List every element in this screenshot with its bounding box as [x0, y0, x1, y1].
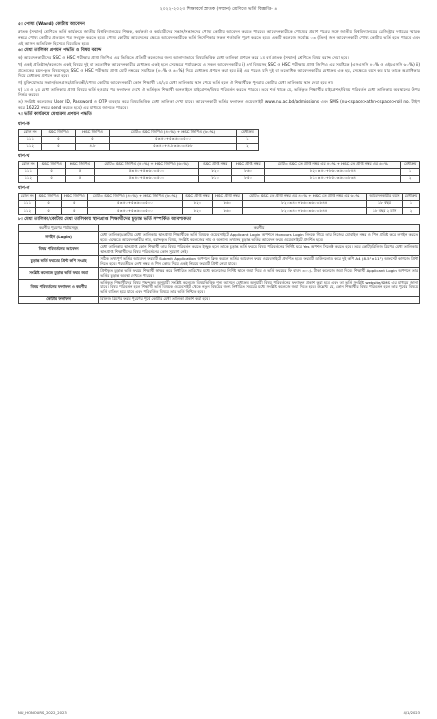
table-cell: ৫×৪০+৫×৬০=৫০০: [87, 207, 182, 214]
table-cell: ২: [236, 143, 258, 150]
table-cell: ৫: [38, 175, 66, 182]
table-cell: ৮৬০: [212, 200, 242, 207]
column-header: মেধাক্রম: [401, 161, 420, 168]
table-cell: ১: [403, 200, 420, 207]
column-header: HSC জিপিএ: [75, 129, 109, 136]
table-cell: ২: [401, 175, 420, 182]
table-cell: ৮২০: [199, 168, 232, 175]
table-header-row: [19, 129, 259, 136]
column-header: রোল নং: [19, 129, 42, 136]
step-name: সংশ্লিষ্ট কলেজে চূড়ান্ত ভর্তি ফরম জমা: [19, 268, 99, 280]
table-cell: ১: [236, 136, 258, 143]
column-header: SSC জিপিএ: [36, 193, 61, 200]
column-header: SSC প্রাপ্ত নম্বর: [199, 161, 232, 168]
table-cell: ৫: [61, 200, 87, 207]
table-row: [19, 256, 420, 268]
table-cell: ৫: [75, 136, 109, 143]
column-header: HSC প্রাপ্ত নম্বর: [232, 161, 265, 168]
table-cell: ৮৬০: [232, 168, 265, 175]
list-item: গ) মুক্তিযোদ্ধার সন্তান/অনগ্রসর/প্রতিবন্ধী/পোষ্য কোটায় আবেদনকারী কোন শিক্ষার্থী ১ম/২য় মেধা তালিকায় স্থান পেয়ে ভর্তি হলে ঐ শিক্ষার্থীকে পুনরায় কোটার মেধা তালিকায় স্থান দেয়া হবে না।: [18, 80, 334, 86]
step-label: ধাপ-খ: [18, 153, 30, 159]
final-admission-steps-table: [18, 224, 420, 304]
column-header: মোট= SSC জিপিএ (৪০%) + HSC জিপিএ (৬০%): [110, 129, 236, 136]
step-description: মেধা তালিকা/কোটায় মেধা তালিকায় স্থানপ্রাপ্ত শিক্ষার্থীকে ভর্তি বিষয়ক ওয়েবসাইটে Applicant Login অপশনে Honours Login লিংকে গিয়ে তার নিজের মোবাইল নম্বর ও পিন প্রবিষ্ট করে লগইন করতে হবে। এক্ষেত্রে আবেদনকারীর নাম, বরাদ্দকৃত বিষয়, সংশ্লিষ্ট কলেজের নাম ও অন্যান্য তথ্যসহ চূড়ান্ত ভর্তির আবেদন ফরম ওয়েবসাইটে প্রদর্শিত হবে।: [100, 231, 418, 242]
table-cell: ৫: [42, 136, 76, 143]
column-header: SSC প্রাপ্ত নম্বর: [183, 193, 213, 200]
table-cell: ১১২: [19, 143, 42, 150]
list-item: ক) আবেদনকারীদের SSC ও HSC পরীক্ষার প্রাপ্ত জিপিএ এর ভিত্তিতে প্রতিটি কলেজের জন্য আলাদাভাবে বিষয়ভিত্তিক মেধা তালিকা প্রণয়ন করে ১ম বর্ষ স্নাতক (সম্মান) শ্রেণিতে বিষয় বরাদ্দ দেয়া হবে।: [18, 55, 349, 61]
column-header: SSC জিপিএ: [42, 129, 76, 136]
table-row: [19, 200, 420, 207]
step-description: মেধা তালিকায় স্থানপ্রাপ্ত কোন শিক্ষার্থী তার বিষয় পরিবর্তন করতে ইচ্ছুক হলে তাকে চূড়ান্ত ভর্তি ফরমে বিষয় পরিবর্তনের নির্দিষ্ট ঘরে Yes অপশন সিলেক্ট করতে হবে। তবে কোটা/রিলিজ স্লিপের মেধা তালিকায় স্থানপ্রাপ্ত শিক্ষার্থীদের বিষয় পরিবর্তনের কোন সুযোগ নেই।: [100, 243, 418, 254]
table-row: [19, 268, 420, 280]
table-cell: ৮২০×৪০+৮৬০×৬০=৮৪৪: [243, 207, 367, 214]
footer-date: 4/1/2023: [403, 711, 420, 715]
column-header: মেধাক্রম: [403, 193, 420, 200]
column-header: মোট= SSC জিপিএ (৪০%) + HSC জিপিএ (৬০%): [87, 193, 182, 200]
footer-doc-code: NU_HONOURS_2022_2023: [18, 711, 67, 715]
table-cell: ১৮ বছর: [366, 200, 402, 207]
step-name: বিষয় পরিবর্তনের আবেদন: [19, 244, 99, 256]
column-header: HSC জিপিএ: [61, 193, 87, 200]
step-name: কোটার ফলাফল: [19, 296, 99, 303]
merit-table-step-b: [18, 161, 420, 183]
document-body: [18, 20, 420, 304]
table-cell: ৫: [38, 168, 66, 175]
table-cell: ৮২০×৪০+৮৬০×৬০=৮৪৪: [243, 200, 367, 207]
step-description: ভর্তিকৃত শিক্ষার্থীদের বিষয় পছন্দক্রম অনুযায়ী সংশ্লিষ্ট কলেজে বিষয়ভিত্তিক শূন্য আসনে মেধাক্রম অনুযায়ী বিষয় পরিবর্তনের ফলাফল প্রকাশ করা হবে এবং তা ভর্তি সংশ্লিষ্ট website/SMS এর মাধ্যমে জানা যাবে। বিষয় পরিবর্তন হলে শিক্ষার্থী ভর্তি বিষয়ক ওয়েবসাইট থেকে নতুন বিষয়ের জন্য নির্ধারিত সময়ের মধ্যে সংশ্লিষ্ট কলেজে জমা দিতে হবে। উল্লেখ্য যে, কোন শিক্ষার্থীর বিষয় পরিবর্তন হলে তার পূর্বের বিষয়ে ভর্তি বাতিল হয়ে যাবে এবং পরিবর্তিত বিষয়ে তার ভর্তি নিশ্চিত হবে।: [100, 279, 418, 295]
table-cell: ৫: [36, 200, 61, 207]
table-cell: ৮২০×৪০+৮৬০×৬০=৮৪৪: [265, 168, 401, 175]
column-header: আবেদনকারীর বয়স: [366, 193, 402, 200]
merit-method-list: [18, 55, 420, 110]
table-cell: ৫: [66, 175, 94, 182]
table-cell: ৮১০: [199, 175, 232, 182]
table-cell: ৫×৪০+৫×৬০=৫০০: [94, 168, 199, 175]
column-header: মোট= SSC তে প্রাপ্ত নম্বর এর ৪০% + HSC তে প্রাপ্ত নম্বর এর ৬০%: [265, 161, 401, 168]
step-name: লগইন (Login): [19, 232, 99, 244]
table-cell: ৪.৮: [75, 143, 109, 150]
table-row: [19, 244, 420, 256]
table-cell: ১১২: [19, 175, 38, 182]
list-item: ঘ) ১ম ও ২য় মেধা তালিকায় প্রাপ্ত বিষয়ে ভর্তি হওয়ার পর ফলাফল দেখে ঐ ভর্তিকৃত শিক্ষার্থী অনলাইনে মাইগ্রেশন/বিষয় পরিবর্তন করতে পারবে। তবে শর্ত থাকে যে, ভর্তিকৃত শিক্ষার্থীর মাইগ্রেশন/বিষয় পরিবর্তন মেধা তালিকায় অবস্থানের উপর নির্ভর করবে।: [18, 86, 420, 98]
table-header-row: [19, 161, 420, 168]
column-header: করণীয়: [99, 225, 420, 232]
step-description: প্রিন্টকৃত চূড়ান্ত ভর্তি ফরমে শিক্ষার্থী স্বাক্ষর করে নির্ধারিত তারিখের মধ্যে কলেজের নির্দিষ্ট স্থানে জমা দিবে ও ভর্তি ফরমের ফি বাবদ ৩০০/- টাকা কলেজে জমা দিবে। শিক্ষার্থী Applicant Login অপশনে তার ভর্তির চূড়ান্ত অবস্থা দেখতে পারবে।: [100, 267, 418, 278]
table-cell: ৫: [42, 143, 76, 150]
page-footer: [18, 711, 420, 715]
table-row: [19, 280, 420, 297]
column-header: SSC জিপিএ: [38, 161, 66, 168]
table-cell: ৫×৪০+৪.৮×৬০=৪৮৮: [110, 143, 236, 150]
step-description: সঠিক তথ্যপূর্ণ ভর্তির আবেদন ফরমটি Submit Application অপশনে ক্লিক করলে ভর্তির আবেদন ফরম ওয়েবসাইটে প্রদর্শিত হবে। ফরমটি ডাউনলোড করে দুই কপি A4 (8.5"×11") অফসেট কাগজে প্রিন্ট নিতে হবে। পরবর্তীতে লেখ নম্বর ও পিন কোড দিয়ে একই নিয়মে ফরমটি প্রিন্ট নেয়া যাবে।: [100, 255, 418, 266]
table-row: [19, 207, 420, 214]
table-cell: ৫: [66, 168, 94, 175]
table-row: [19, 175, 420, 182]
column-header: HSC প্রাপ্ত নম্বর: [212, 193, 242, 200]
table-cell: ১১১: [19, 168, 38, 175]
table-cell: ১১১: [19, 136, 42, 143]
table-cell: ৮৬০: [212, 207, 242, 214]
table-row: [19, 168, 420, 175]
section-title: ৮। মেধা তালিকা/কোটায় মেধা তালিকায় স্থানপ্রাপ্ত শিক্ষার্থীদের চূড়ান্ত ভর্তি সম্পর্কিত আবশ্যকতা: [18, 217, 192, 222]
table-row: [19, 296, 420, 303]
column-header: মেধাক্রম: [236, 129, 258, 136]
step-name: চূড়ান্ত ভর্তি ফরমের প্রিন্ট কপি সংগ্রহ: [19, 256, 99, 268]
merit-table-step-c: [18, 193, 420, 215]
column-header: মোট= SSC তে প্রাপ্ত নম্বর এর ৪০% + HSC তে প্রাপ্ত নম্বর এর ৬০%: [243, 193, 367, 200]
table-cell: ৮২০: [183, 207, 213, 214]
table-cell: ১১১: [19, 200, 36, 207]
table-cell: ১: [401, 168, 420, 175]
table-cell: ৮২০: [183, 200, 213, 207]
section-title: ৬। মেধা তালিকা প্রণয়ন পদ্ধতি ও বিষয় বরাদ্দ: [18, 48, 102, 54]
step-description: রিলিজ স্লিপের ফরম পূরণের পূর্বে কোটার মেধা তালিকা প্রকাশ করা হবে।: [99, 296, 420, 303]
table-cell: ১১২: [19, 207, 36, 214]
table-row: [19, 232, 420, 244]
column-header: মোট= SSC জিপিএ (৪০%) + HSC জিপিএ (৬০%): [94, 161, 199, 168]
table-cell: ৮১০×৪০+৮৫০×৬০=৮৩৪: [265, 175, 401, 182]
table-row: [19, 136, 259, 143]
page-header: ২০২২-২০২৩ শিক্ষাবর্ষে স্নাতক (সম্মান) শ্রেণিতে ভর্তি বিজ্ঞপ্তি- ৪: [159, 7, 278, 12]
column-header: রোল নং: [19, 161, 38, 168]
column-header: HSC জিপিএ: [66, 161, 94, 168]
table-cell: ২: [403, 207, 420, 214]
list-item: ঙ) সংশ্লিষ্ট কলেজের User ID, Password ও OTP ব্যবহার করে বিষয়ভিত্তিক মেধা তালিকা দেখা যাবে। আবেদনকারী ভর্তির ফলাফল ওয়েবসাইট www.nu.ac.bd/admissions এবং SMS (nu<space>athn<space>roll no. টাইপ করে 16222 নম্বরে send করতে হবে) এর মাধ্যমে জানতে পারবে।: [18, 99, 420, 110]
section-title: ৫। পোষ্য (Ward) কোটায় আবেদন: [18, 22, 85, 27]
table-cell: ১৮ বছর ২ মাস: [366, 207, 402, 214]
section-title: ৭। ভর্তি কার্যক্রমে মেধাক্রম প্রণয়ন পদ্ধতি: [18, 112, 92, 118]
merit-table-step-a: [18, 129, 259, 151]
step-name: বিষয় পরিবর্তনের ফলাফল ও করণীয়: [19, 280, 99, 297]
step-label: ধাপ-গ: [18, 185, 30, 191]
list-item: খ) একই প্রতিষ্ঠান/কলেজে একই বিষয়ে দুই বা ততোধিক আবেদনকারীর মেধাক্রম একই হলে সেক্ষেত্রে পর্যায়ক্রমে এ সকল আবেদনকারীর i) ৪র্থ বিষয়সহ SSC ও HSC পরীক্ষায় প্রাপ্ত জিপিএ এর সমষ্টিকে (এসএসসি ৪০% ও এইচএসসি ৬০%) ii) প্রত্যেকের চয়ন-কৃত বিষয়সমূহে SSC ও HSC পরীক্ষায় প্রাপ্ত মোট নম্বরের সমষ্টিকে (৪০% ও ৬০%) দিয়ে মেধাক্রম প্রণয়ন করা হবে iii) এর পরেও যদি দুই বা ততোধিক আবেদনকারীর মেধাক্রম এক হয়, সেক্ষেত্রে বয়স কম যার তাকে অগ্রাধিকার দিয়ে মেধাক্রম প্রণয়ন করা হবে।: [18, 62, 420, 79]
table-header-row: [19, 225, 420, 232]
paragraph: স্নাতক (সম্মান) শ্রেণিতে ভর্তি কার্যক্রমে জাতীয় বিশ্ববিদ্যালয়ের শিক্ষক, কর্মকর্তা ও কর্মচারীদের সন্তান/সন্তানদের পোষ্য কোটায় আবেদন করতে পারবে। আবেদনকারীকে পোষ্যের প্রমাণ পত্রের সঙ্গে জাতীয় বিশ্ববিদ্যালয়ের রেজিস্ট্রার দপ্তরের স্মারক নম্বরে পোষ্য কোটার প্রত্যয়ন পত্র সংযুক্ত করতে হবে। পোষ্য কোটায় আবেদনের ক্ষেত্রে আবেদনকারীকে ভর্তি নির্দেশিকার সকল শর্তাবলি পূরণ করতে হবে। একটি কলেজে সর্বোচ্চ ০৩ (তিন) জন আবেদনকারী পোষ্য কোটায় ভর্তি হতে পারবে এবং এই আসন অতিরিক্ত হিসেবে বিবেচিত হবে।: [18, 29, 420, 46]
column-header: রোল নং: [19, 193, 36, 200]
column-header: করণীয় পূরণের পর্যায়সমূহ: [19, 225, 99, 232]
table-header-row: [19, 193, 420, 200]
table-cell: ৫×৪০+৫×৬০=৫০০: [87, 200, 182, 207]
table-cell: ৫: [36, 207, 61, 214]
table-cell: ৫×৪০+৫×৬০=৫০০: [94, 175, 199, 182]
step-label: ধাপ-ক: [18, 121, 30, 127]
table-row: [19, 143, 259, 150]
table-cell: ৫: [61, 207, 87, 214]
table-cell: ৮৫০: [232, 175, 265, 182]
table-cell: ৫×৪০+৫×৬০=৫০০: [110, 136, 236, 143]
